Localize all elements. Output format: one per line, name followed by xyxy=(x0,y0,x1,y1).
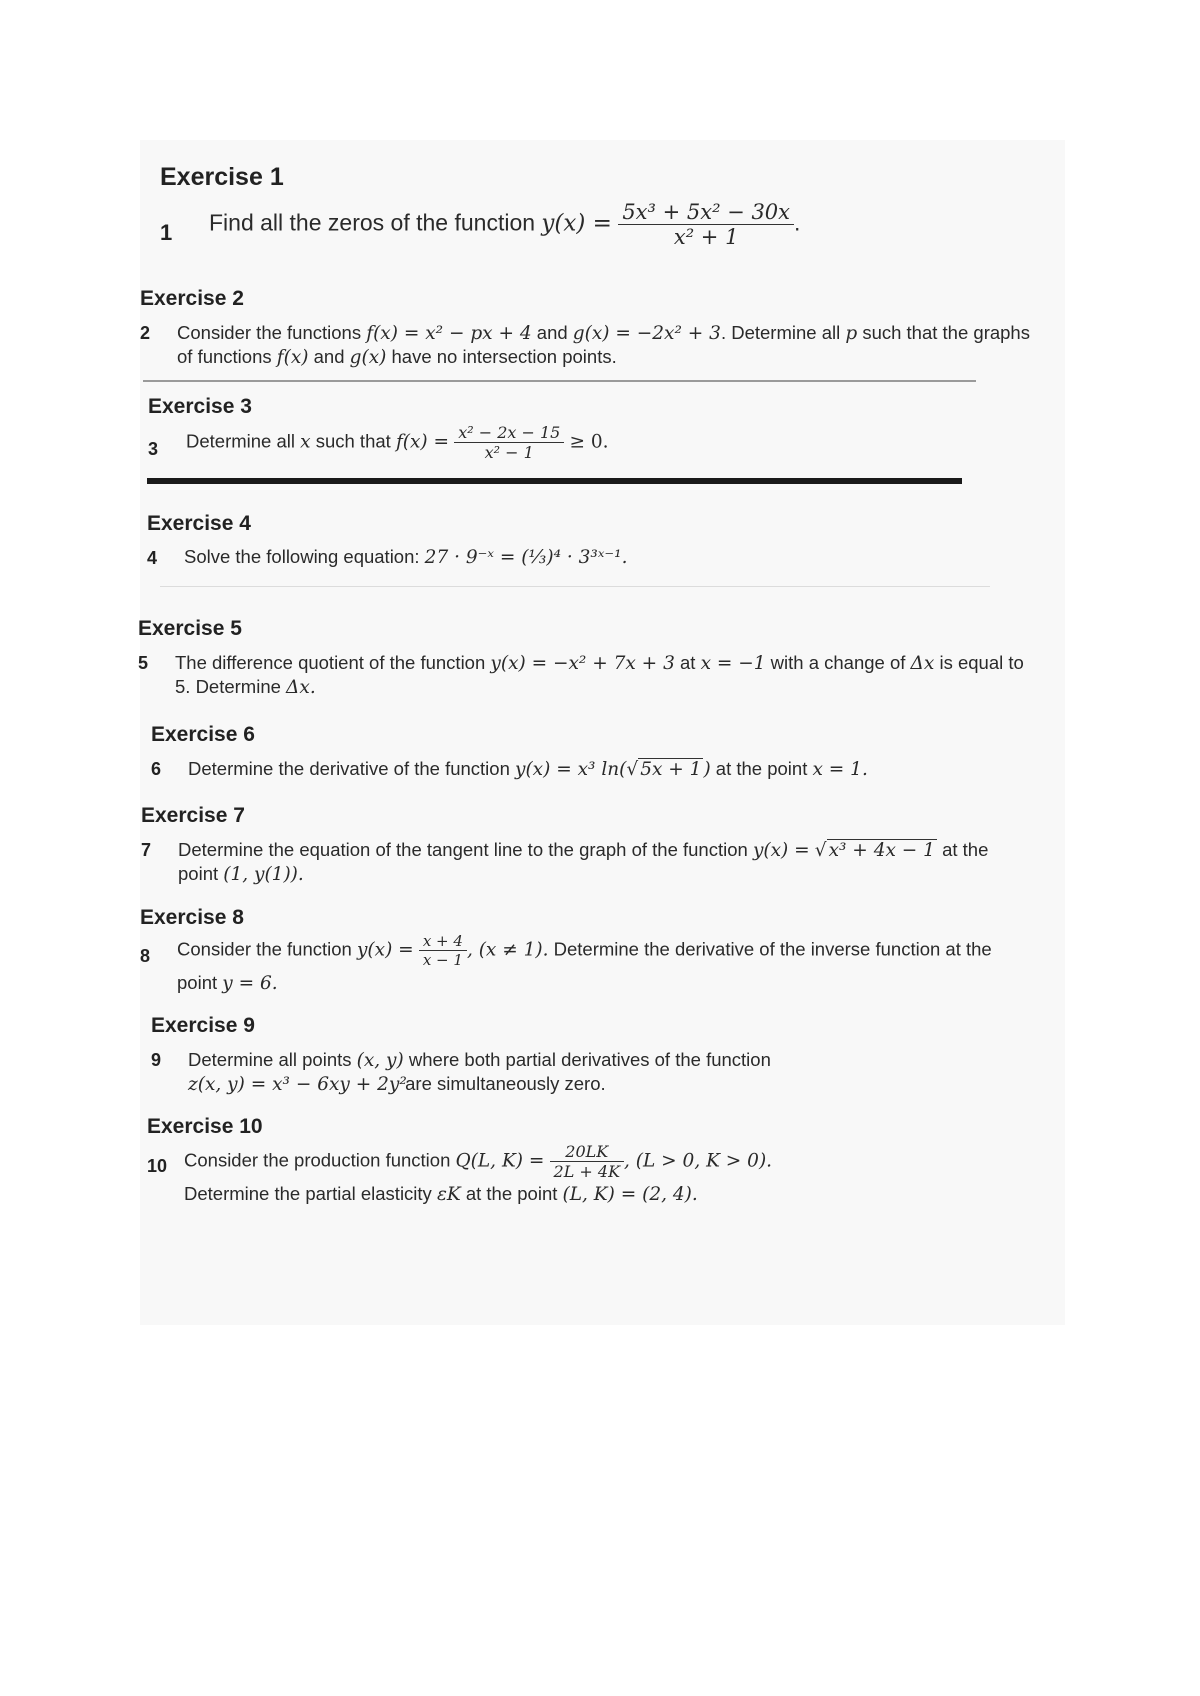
text: and xyxy=(313,346,345,367)
exercise-6-title: Exercise 6 xyxy=(151,723,255,746)
condition: , (x ≠ 1). xyxy=(466,939,549,961)
text: are simultaneously zero. xyxy=(405,1073,606,1094)
exercise-10-title: Exercise 10 xyxy=(147,1115,263,1138)
y-lhs: y(x) = xyxy=(356,939,414,961)
text: such that the graphs xyxy=(862,322,1030,343)
exercise-1-text: Find all the zeros of the function xyxy=(209,209,536,236)
exercise-4-statement xyxy=(184,546,627,568)
inequality: ≥ 0. xyxy=(569,431,609,453)
denominator: 2L + 4K xyxy=(550,1161,625,1181)
exercise-9-line-1 xyxy=(188,1049,771,1071)
text: at the xyxy=(942,839,989,860)
numerator: x² − 2x − 15 xyxy=(458,423,561,442)
exercise-3-statement xyxy=(186,423,609,462)
y-definition: y(x) = −x² + 7x + 3 xyxy=(490,653,675,674)
exercise-5-line-2 xyxy=(175,676,316,698)
text: Determine all xyxy=(186,430,295,452)
exercise-1-lhs: y(x) = xyxy=(541,210,612,237)
delta-x: Δx. xyxy=(286,677,316,698)
exercise-8-line-2 xyxy=(177,972,278,994)
exercise-6-statement xyxy=(188,758,868,780)
exercise-5-line-1 xyxy=(175,652,1024,674)
text: Consider the functions xyxy=(177,322,362,343)
z-definition: z(x, y) = x³ − 6xy + 2y² xyxy=(188,1074,407,1095)
condition: , (L > 0, K > 0). xyxy=(624,1150,773,1172)
exercise-5-title: Exercise 5 xyxy=(138,617,242,640)
exercise-4-title: Exercise 4 xyxy=(147,512,251,535)
sqrt-symbol: √ xyxy=(814,840,827,861)
exercise-7-title: Exercise 7 xyxy=(141,804,245,827)
text: Determine all points xyxy=(188,1049,352,1070)
exercise-8-fraction xyxy=(419,932,467,969)
epsilon-k: εK xyxy=(436,1184,461,1205)
text: at the point xyxy=(465,1183,558,1204)
text: Determine the derivative of the inverse function at the xyxy=(553,938,992,960)
text: Consider the function xyxy=(177,938,352,960)
text: and xyxy=(536,322,568,343)
p-variable: p xyxy=(845,323,858,344)
numerator: 20LK xyxy=(565,1142,609,1161)
exercise-7-line-2 xyxy=(178,863,304,885)
text: where both partial derivatives of the function xyxy=(408,1049,771,1070)
exercise-10-line-2 xyxy=(184,1183,698,1205)
text: point xyxy=(177,972,218,993)
exercise-2-line-1 xyxy=(177,322,1030,344)
exercise-1-fraction xyxy=(618,200,794,249)
exercise-8-title: Exercise 8 xyxy=(140,906,244,929)
f-of-x: f(x) xyxy=(276,347,309,368)
exercise-3-fraction xyxy=(454,423,564,462)
point: (L, K) = (2, 4). xyxy=(562,1184,698,1205)
sqrt-content: x³ + 4x − 1 xyxy=(828,840,935,861)
denominator: x² − 1 xyxy=(454,442,564,462)
text: with a change of xyxy=(770,652,906,673)
f-definition: f(x) = x² − px + 4 xyxy=(366,323,532,344)
delta-x: Δx xyxy=(910,653,935,674)
exercise-1-period: . xyxy=(794,209,801,236)
text: Determine the partial elasticity xyxy=(184,1183,432,1204)
x-variable: x xyxy=(300,431,311,453)
text: such that xyxy=(315,430,391,452)
text: have no intersection points. xyxy=(391,346,617,367)
exercise-7-number: 7 xyxy=(141,840,152,860)
exercise-5-number: 5 xyxy=(138,653,149,673)
exercise-2-line-2 xyxy=(177,346,617,368)
exercise-10-number: 10 xyxy=(147,1156,168,1176)
g-of-x: g(x) xyxy=(349,347,387,368)
sqrt-symbol: √ xyxy=(626,759,639,780)
exercise-9-line-2 xyxy=(188,1073,606,1095)
exercise-7-line-1 xyxy=(178,839,988,861)
text: . Determine all xyxy=(720,322,841,343)
exercise-3-title: Exercise 3 xyxy=(148,395,252,418)
point: x = 1. xyxy=(812,759,868,780)
g-definition: g(x) = −2x² + 3 xyxy=(572,323,721,344)
text: Solve the following equation: xyxy=(184,546,420,567)
exercise-1-number: 1 xyxy=(160,220,173,245)
thick-divider xyxy=(147,478,962,484)
exercise-8-line-1 xyxy=(177,932,992,969)
text: point xyxy=(178,863,219,884)
exercise-10-fraction xyxy=(550,1142,625,1181)
divider xyxy=(143,380,976,382)
y-definition: y(x) = x³ ln( xyxy=(515,759,627,780)
q-lhs: Q(L, K) = xyxy=(455,1150,545,1172)
exercise-1-numerator: 5x³ + 5x² − 30x xyxy=(622,200,791,224)
exercise-2-number: 2 xyxy=(140,323,151,343)
exercise-10-line-1 xyxy=(184,1142,772,1181)
exercise-1-statement xyxy=(209,200,800,249)
text: 5. Determine xyxy=(175,676,281,697)
f-lhs: f(x) = xyxy=(395,431,450,453)
numerator: x + 4 xyxy=(422,932,463,950)
exercise-1-denominator: x² + 1 xyxy=(618,224,794,249)
point: (1, y(1)). xyxy=(223,864,304,885)
exercise-3-number: 3 xyxy=(148,439,159,459)
text: of functions xyxy=(177,346,272,367)
equation: 27 · 9⁻ˣ = (⅓)⁴ · 3³ˣ⁻¹. xyxy=(424,547,628,568)
exercise-6-number: 6 xyxy=(151,759,162,779)
text: Consider the production function xyxy=(184,1149,451,1171)
close-paren: ) xyxy=(703,759,711,780)
exercise-2-title: Exercise 2 xyxy=(140,287,244,310)
x-value: x = −1 xyxy=(700,653,766,674)
text: The difference quotient of the function xyxy=(175,652,486,673)
exercise-8-number: 8 xyxy=(140,946,151,966)
text: is equal to xyxy=(939,652,1024,673)
y-lhs: y(x) = xyxy=(752,840,810,861)
sqrt-content: 5x + 1 xyxy=(640,759,702,780)
light-divider xyxy=(160,586,990,587)
text: at xyxy=(679,652,696,673)
point: (x, y) xyxy=(356,1050,404,1071)
text: at the point xyxy=(715,758,808,779)
text: Determine the equation of the tangent line to the graph of the function xyxy=(178,839,748,860)
exercise-4-number: 4 xyxy=(147,548,158,568)
exercise-1-title: Exercise 1 xyxy=(160,163,284,191)
exercise-9-number: 9 xyxy=(151,1050,162,1070)
text: Determine the derivative of the function xyxy=(188,758,510,779)
exercise-9-title: Exercise 9 xyxy=(151,1014,255,1037)
denominator: x − 1 xyxy=(419,950,467,969)
point: y = 6. xyxy=(222,973,278,994)
